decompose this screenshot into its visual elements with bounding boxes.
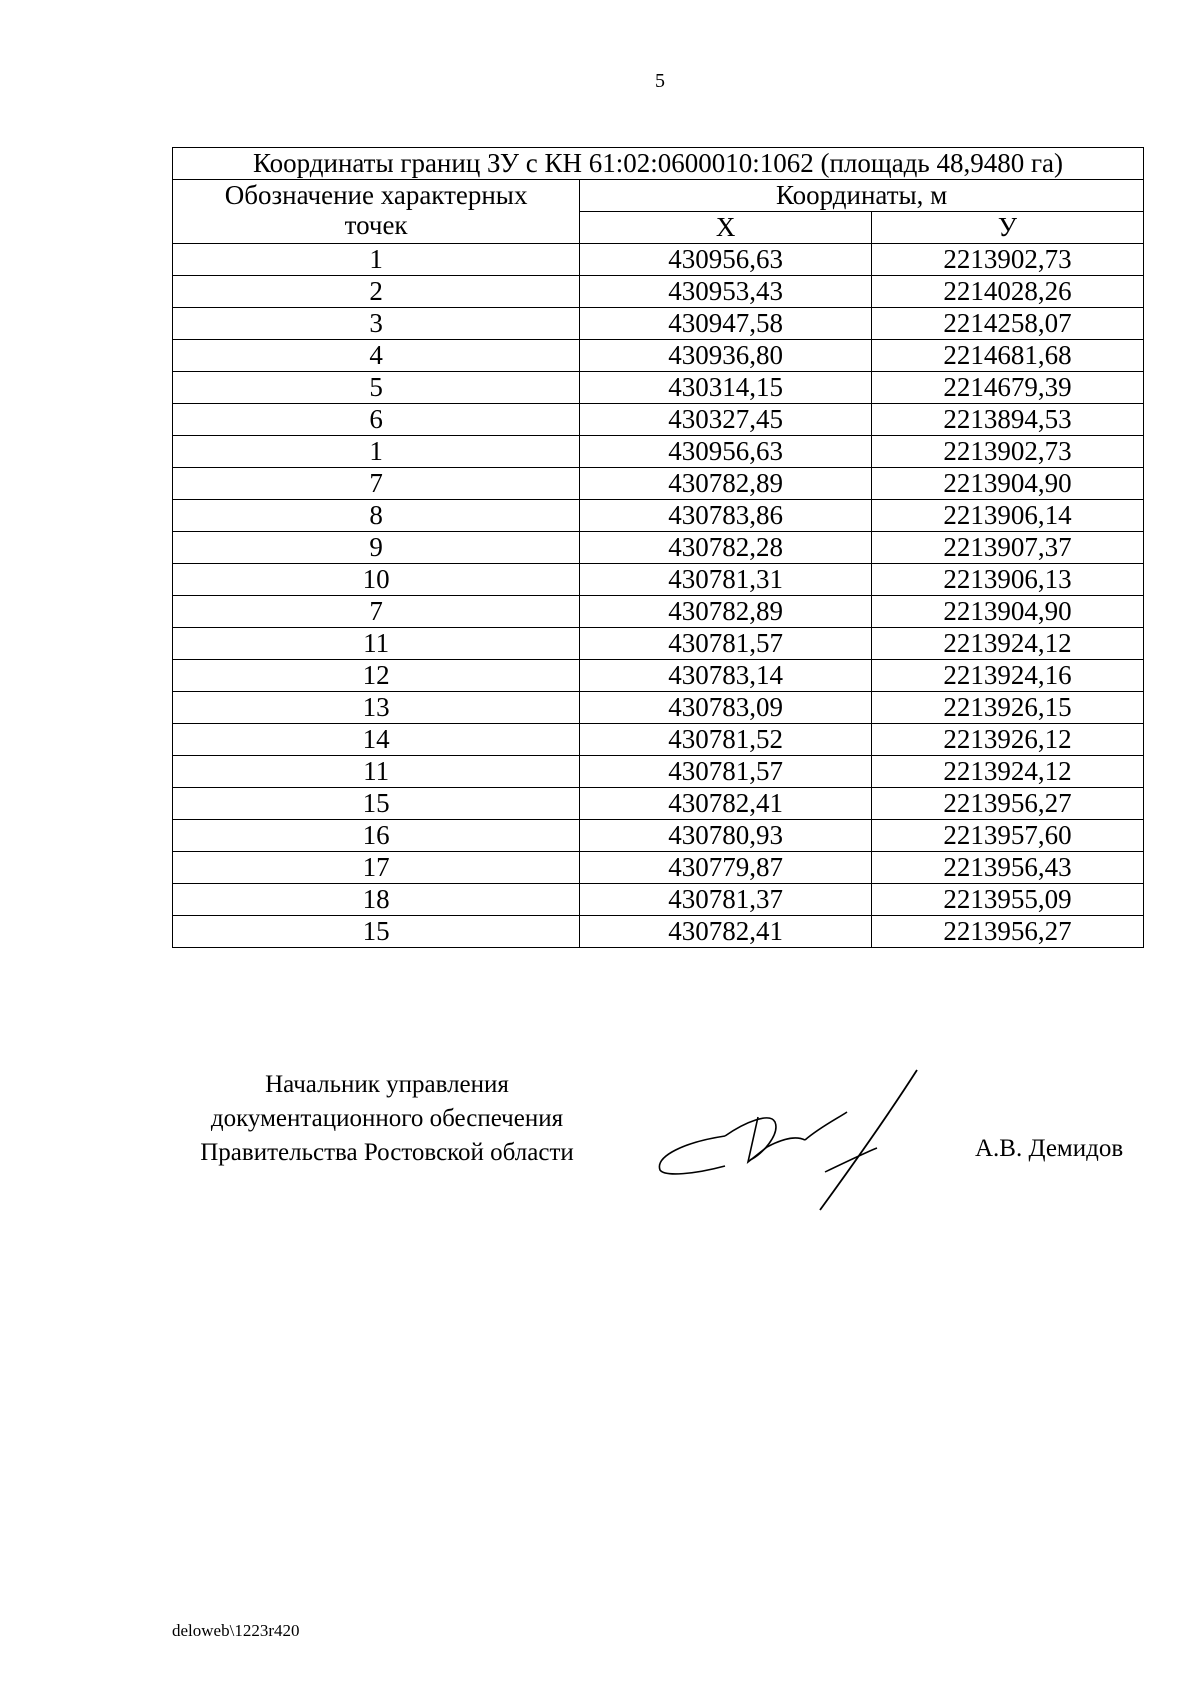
table-title: Координаты границ ЗУ с КН 61:02:0600010:1062 (площадь 48,9480 га): [173, 148, 1144, 180]
cell-point: 2: [173, 276, 580, 308]
cell-y: 2213904,90: [871, 596, 1143, 628]
table-row: [173, 468, 1144, 500]
cell-point: 18: [173, 884, 580, 916]
signatory-title-line3: Правительства Ростовской области: [200, 1139, 574, 1166]
table-row: [173, 660, 1144, 692]
cell-point: 11: [173, 756, 580, 788]
cell-y: 2213894,53: [871, 404, 1143, 436]
footer-document-code: deloweb\1223r420: [172, 1621, 300, 1640]
header-x: X: [580, 212, 872, 244]
signatory-title-line2: документационного обеспечения: [210, 1105, 564, 1132]
cell-x: 430782,41: [580, 788, 872, 820]
cell-x: 430783,14: [580, 660, 872, 692]
cell-x: 430782,28: [580, 532, 872, 564]
cell-point: 7: [173, 468, 580, 500]
cell-y: 2213902,73: [871, 436, 1143, 468]
table-row: [173, 404, 1144, 436]
table-row: [173, 756, 1144, 788]
table-row: [173, 340, 1144, 372]
table-body: [173, 244, 1144, 948]
coordinates-table: [172, 147, 1144, 948]
cell-point: 14: [173, 724, 580, 756]
cell-x: 430947,58: [580, 308, 872, 340]
cell-point: 1: [173, 244, 580, 276]
page-number: 5: [655, 70, 665, 92]
cell-y: 2214258,07: [871, 308, 1143, 340]
cell-point: 17: [173, 852, 580, 884]
table-row: [173, 436, 1144, 468]
cell-y: 2213924,12: [871, 756, 1143, 788]
cell-x: 430956,63: [580, 436, 872, 468]
signatory-title: [172, 1068, 602, 1170]
table-row: [173, 532, 1144, 564]
cell-x: 430782,89: [580, 468, 872, 500]
cell-y: 2213907,37: [871, 532, 1143, 564]
cell-x: 430780,93: [580, 820, 872, 852]
cell-x: 430779,87: [580, 852, 872, 884]
cell-y: 2213956,43: [871, 852, 1143, 884]
cell-point: 4: [173, 340, 580, 372]
table-row: [173, 884, 1144, 916]
cell-y: 2213957,60: [871, 820, 1143, 852]
cell-x: 430781,57: [580, 628, 872, 660]
table-row: [173, 628, 1144, 660]
cell-point: 12: [173, 660, 580, 692]
table-row: [173, 244, 1144, 276]
cell-x: 430956,63: [580, 244, 872, 276]
cell-y: 2213956,27: [871, 916, 1143, 948]
cell-x: 430781,57: [580, 756, 872, 788]
cell-point: 16: [173, 820, 580, 852]
header-y: У: [871, 212, 1143, 244]
cell-x: 430327,45: [580, 404, 872, 436]
cell-point: 1: [173, 436, 580, 468]
cell-y: 2213904,90: [871, 468, 1143, 500]
handwritten-signature: [655, 1052, 935, 1212]
cell-x: 430781,52: [580, 724, 872, 756]
cell-y: 2213926,12: [871, 724, 1143, 756]
table-row: [173, 820, 1144, 852]
table-row: [173, 724, 1144, 756]
table-row: [173, 916, 1144, 948]
cell-y: 2213906,14: [871, 500, 1143, 532]
cell-point: 5: [173, 372, 580, 404]
cell-y: 2213926,15: [871, 692, 1143, 724]
table-row: [173, 308, 1144, 340]
cell-x: 430314,15: [580, 372, 872, 404]
cell-y: 2214679,39: [871, 372, 1143, 404]
cell-point: 13: [173, 692, 580, 724]
signatory-name: А.В. Демидов: [975, 1135, 1124, 1162]
cell-y: 2214028,26: [871, 276, 1143, 308]
cell-y: 2213902,73: [871, 244, 1143, 276]
header-point-line2: точек: [344, 210, 408, 240]
cell-y: 2213924,16: [871, 660, 1143, 692]
table-row: [173, 692, 1144, 724]
table-row: [173, 596, 1144, 628]
cell-x: 430936,80: [580, 340, 872, 372]
cell-point: 9: [173, 532, 580, 564]
cell-x: 430783,09: [580, 692, 872, 724]
cell-y: 2213956,27: [871, 788, 1143, 820]
table-row: [173, 500, 1144, 532]
cell-point: 11: [173, 628, 580, 660]
cell-point: 8: [173, 500, 580, 532]
cell-y: 2213924,12: [871, 628, 1143, 660]
table-row: [173, 276, 1144, 308]
table-row: [173, 788, 1144, 820]
cell-point: 7: [173, 596, 580, 628]
table-row: [173, 852, 1144, 884]
cell-x: 430953,43: [580, 276, 872, 308]
cell-y: 2213955,09: [871, 884, 1143, 916]
cell-point: 15: [173, 788, 580, 820]
signatory-title-line1: Начальник управления: [265, 1071, 509, 1098]
cell-point: 3: [173, 308, 580, 340]
header-point-designation: [173, 180, 580, 244]
cell-point: 10: [173, 564, 580, 596]
cell-x: 430783,86: [580, 500, 872, 532]
cell-x: 430781,37: [580, 884, 872, 916]
header-coordinates: Координаты, м: [580, 180, 1144, 212]
cell-x: 430781,31: [580, 564, 872, 596]
cell-x: 430782,41: [580, 916, 872, 948]
table-row: [173, 372, 1144, 404]
header-point-line1: Обозначение характерных: [224, 180, 528, 210]
cell-x: 430782,89: [580, 596, 872, 628]
cell-y: 2213906,13: [871, 564, 1143, 596]
cell-point: 15: [173, 916, 580, 948]
cell-y: 2214681,68: [871, 340, 1143, 372]
cell-point: 6: [173, 404, 580, 436]
table-row: [173, 564, 1144, 596]
